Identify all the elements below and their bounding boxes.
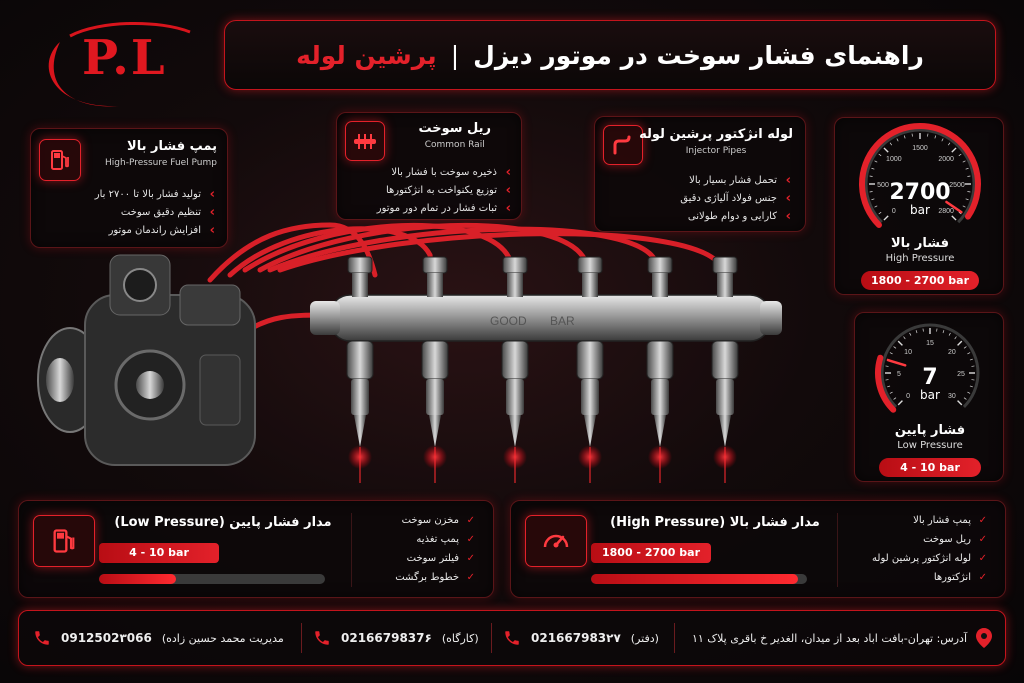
rail-title: ریل سوخت bbox=[418, 121, 491, 136]
low-gauge-tick bbox=[904, 337, 906, 339]
fuel-pump-icon bbox=[50, 526, 78, 556]
high-circuit-title: مدار فشار بالا (High Pressure) bbox=[610, 515, 820, 530]
low-gauge-tick bbox=[964, 347, 966, 349]
list-item: ✓ پمپ تغذیه bbox=[355, 534, 475, 545]
low-gauge-tick bbox=[943, 330, 944, 333]
low-gauge-tick bbox=[890, 353, 893, 354]
address-text: آدرس: تهران-بافت اباد بعد از میدان، الغدیر خ باقری پلاک ۱۱ bbox=[691, 631, 967, 645]
high-gauge-tick bbox=[890, 143, 892, 145]
low-gauge-tick bbox=[955, 337, 957, 339]
high-gauge-tick bbox=[871, 168, 874, 169]
workshop-phone: 0216679837۶ bbox=[341, 631, 432, 645]
high-pressure-circuit-panel bbox=[510, 500, 1006, 598]
high-gauge-tick bbox=[948, 143, 950, 145]
location-pin-icon bbox=[975, 627, 993, 649]
injector bbox=[712, 257, 738, 483]
low-gauge-tick-label: 30 bbox=[948, 392, 956, 400]
high-gauge-tick-label: 1000 bbox=[886, 155, 902, 163]
high-gauge-tick-label: 2500 bbox=[949, 182, 965, 189]
rail-marking: GOOD bbox=[490, 314, 527, 328]
low-gauge-tick-label: 5 bbox=[897, 371, 901, 378]
rail-feature-list bbox=[343, 167, 511, 221]
injector bbox=[647, 257, 673, 483]
high-gauge-tick bbox=[875, 161, 878, 162]
high-gauge-tick bbox=[884, 148, 888, 152]
speedometer-icon bbox=[540, 525, 572, 557]
low-gauge-tick bbox=[894, 347, 896, 349]
low-gauge-subtitle: Low Pressure bbox=[897, 440, 963, 451]
phone-icon bbox=[33, 629, 51, 647]
common-rail-icon bbox=[352, 131, 378, 151]
high-circuit-icon-box bbox=[525, 515, 587, 567]
pump-subtitle: High-Pressure Fuel Pump bbox=[105, 158, 217, 168]
high-gauge-tick bbox=[935, 135, 936, 138]
low-gauge-unit: bar bbox=[920, 388, 940, 402]
list-item: › کارایی و دوام طولانی bbox=[611, 211, 791, 222]
low-circuit-progress-track bbox=[99, 574, 325, 584]
list-item: › ذخیره سوخت با فشار بالا bbox=[343, 167, 511, 178]
low-gauge-tick bbox=[910, 333, 911, 336]
list-item: › ثبات فشار در تمام دور موتور bbox=[343, 203, 511, 214]
low-circuit-list bbox=[355, 515, 475, 591]
low-gauge-tick bbox=[958, 341, 962, 345]
page-title: راهنمای فشار سوخت در موتور دیزل bbox=[473, 40, 924, 70]
high-gauge-tick bbox=[942, 139, 943, 142]
workshop-label: (کارگاه) bbox=[441, 631, 479, 645]
list-item: ✓ لوله انژکتور پرشین لوله bbox=[837, 553, 987, 564]
injector bbox=[347, 257, 373, 483]
logo-text: P.L bbox=[82, 30, 167, 86]
list-item: ✓ پمپ فشار بالا bbox=[837, 515, 987, 526]
high-gauge-tick bbox=[897, 139, 898, 142]
manager-label: مدیریت محمد حسین زاده) bbox=[161, 631, 284, 645]
header-banner bbox=[224, 20, 996, 90]
low-circuit-progress-fill bbox=[99, 574, 176, 584]
low-gauge-value: 7 bbox=[922, 365, 938, 390]
high-circuit-progress-fill bbox=[591, 574, 798, 584]
list-item: › تولید فشار بالا تا ۲۷۰۰ بار bbox=[39, 189, 215, 200]
low-gauge-tick bbox=[967, 353, 970, 354]
list-item: ✓ فیلتر سوخت bbox=[355, 553, 475, 564]
low-gauge-tick bbox=[898, 341, 902, 345]
workshop-phone-item[interactable] bbox=[313, 611, 479, 665]
list-item: › افزایش راندمان موتور bbox=[39, 225, 215, 236]
high-gauge-tick bbox=[904, 135, 905, 138]
logo bbox=[30, 14, 220, 114]
high-gauge-tick bbox=[879, 154, 881, 156]
list-item: › توزیع یکنواخت به انژکتورها bbox=[343, 185, 511, 196]
high-circuit-progress-track bbox=[591, 574, 807, 584]
title-separator: | bbox=[450, 40, 460, 70]
low-circuit-title: مدار فشار پایین (Low Pressure) bbox=[114, 515, 332, 530]
manager-phone-item[interactable] bbox=[33, 611, 284, 665]
low-gauge-tick bbox=[949, 333, 950, 336]
low-gauge-tick bbox=[916, 330, 917, 333]
list-item: › تحمل فشار بسیار بالا bbox=[611, 175, 791, 186]
pipes-title: لوله انژکتور پرشین لوله bbox=[639, 127, 793, 142]
fuel-system-illustration bbox=[30, 215, 800, 485]
rail-icon-box bbox=[345, 121, 385, 161]
high-gauge-subtitle: High Pressure bbox=[885, 253, 955, 264]
high-gauge-value: 2700 bbox=[889, 180, 951, 205]
high-gauge-tick-label: 0 bbox=[891, 208, 896, 216]
list-item: › جنس فولاد آلیاژی دقیق bbox=[611, 193, 791, 204]
phone-icon bbox=[503, 629, 521, 647]
low-gauge-tick-label: 20 bbox=[948, 349, 956, 357]
high-gauge-tick-label: 2800 bbox=[938, 208, 954, 216]
low-circuit-icon-box bbox=[33, 515, 95, 567]
contact-footer bbox=[18, 610, 1006, 666]
office-phone: 021667983۲۷ bbox=[531, 631, 621, 645]
high-gauge-tick bbox=[963, 161, 966, 162]
high-gauge-tick-label: 500 bbox=[877, 182, 889, 189]
high-pressure-gauge-card bbox=[834, 117, 1004, 295]
low-gauge-title: فشار پایین bbox=[894, 423, 966, 438]
list-item: ✓ ریل سوخت bbox=[837, 534, 987, 545]
high-gauge-range-badge: 1800 - 2700 bar bbox=[861, 271, 979, 290]
low-gauge-tick bbox=[970, 359, 973, 360]
high-gauge-tick bbox=[966, 168, 969, 169]
list-item: ✓ مخزن سوخت bbox=[355, 515, 475, 526]
low-gauge-tick-label: 0 bbox=[906, 392, 911, 400]
high-gauge-tick-label: 2000 bbox=[938, 155, 954, 163]
high-pressure-pump bbox=[38, 255, 255, 465]
office-label: (دفتر) bbox=[630, 631, 659, 645]
injector-pipe-icon bbox=[611, 133, 635, 157]
low-gauge-tick-label: 15 bbox=[926, 340, 934, 347]
low-pressure-circuit-panel bbox=[18, 500, 494, 598]
low-gauge-tick-label: 10 bbox=[904, 349, 912, 357]
fuel-pump-icon bbox=[48, 148, 72, 172]
rail-subtitle: Common Rail bbox=[424, 140, 485, 150]
phone-icon bbox=[313, 629, 331, 647]
pipe-icon-box bbox=[603, 125, 643, 165]
low-gauge-tick-label: 25 bbox=[957, 371, 965, 378]
high-gauge-tick-label: 1500 bbox=[912, 145, 928, 152]
high-circuit-list bbox=[837, 515, 987, 591]
address-item bbox=[692, 611, 993, 665]
injector-group bbox=[347, 257, 738, 483]
list-item: › تنظیم دقیق سوخت bbox=[39, 207, 215, 218]
rail-marking: BAR bbox=[550, 314, 575, 328]
list-item: ✓ انژکتورها bbox=[837, 572, 987, 583]
rail-card bbox=[336, 112, 522, 220]
brand-name: پرشین لوله bbox=[296, 40, 437, 70]
common-rail bbox=[310, 295, 782, 341]
high-circuit-range-badge: 1800 - 2700 bar bbox=[591, 543, 711, 563]
high-gauge-unit: bar bbox=[910, 203, 930, 217]
fuel-pump-icon-box bbox=[39, 139, 81, 181]
low-circuit-range-badge: 4 - 10 bar bbox=[99, 543, 219, 563]
injector bbox=[577, 257, 603, 483]
manager-phone: 0912502۳066 bbox=[61, 631, 152, 645]
high-gauge-tick bbox=[959, 154, 961, 156]
pump-title: پمپ فشار بالا bbox=[127, 139, 217, 154]
high-gauge-title: فشار بالا bbox=[890, 236, 950, 251]
injector bbox=[502, 257, 528, 483]
high-gauge-tick bbox=[952, 148, 956, 152]
injector bbox=[422, 257, 448, 483]
office-phone-item[interactable] bbox=[503, 611, 659, 665]
pipes-subtitle: Injector Pipes bbox=[685, 146, 747, 156]
low-gauge-range-badge: 4 - 10 bar bbox=[879, 458, 981, 477]
list-item: ✓ خطوط برگشت bbox=[355, 572, 475, 583]
low-pressure-gauge-card bbox=[854, 312, 1004, 482]
